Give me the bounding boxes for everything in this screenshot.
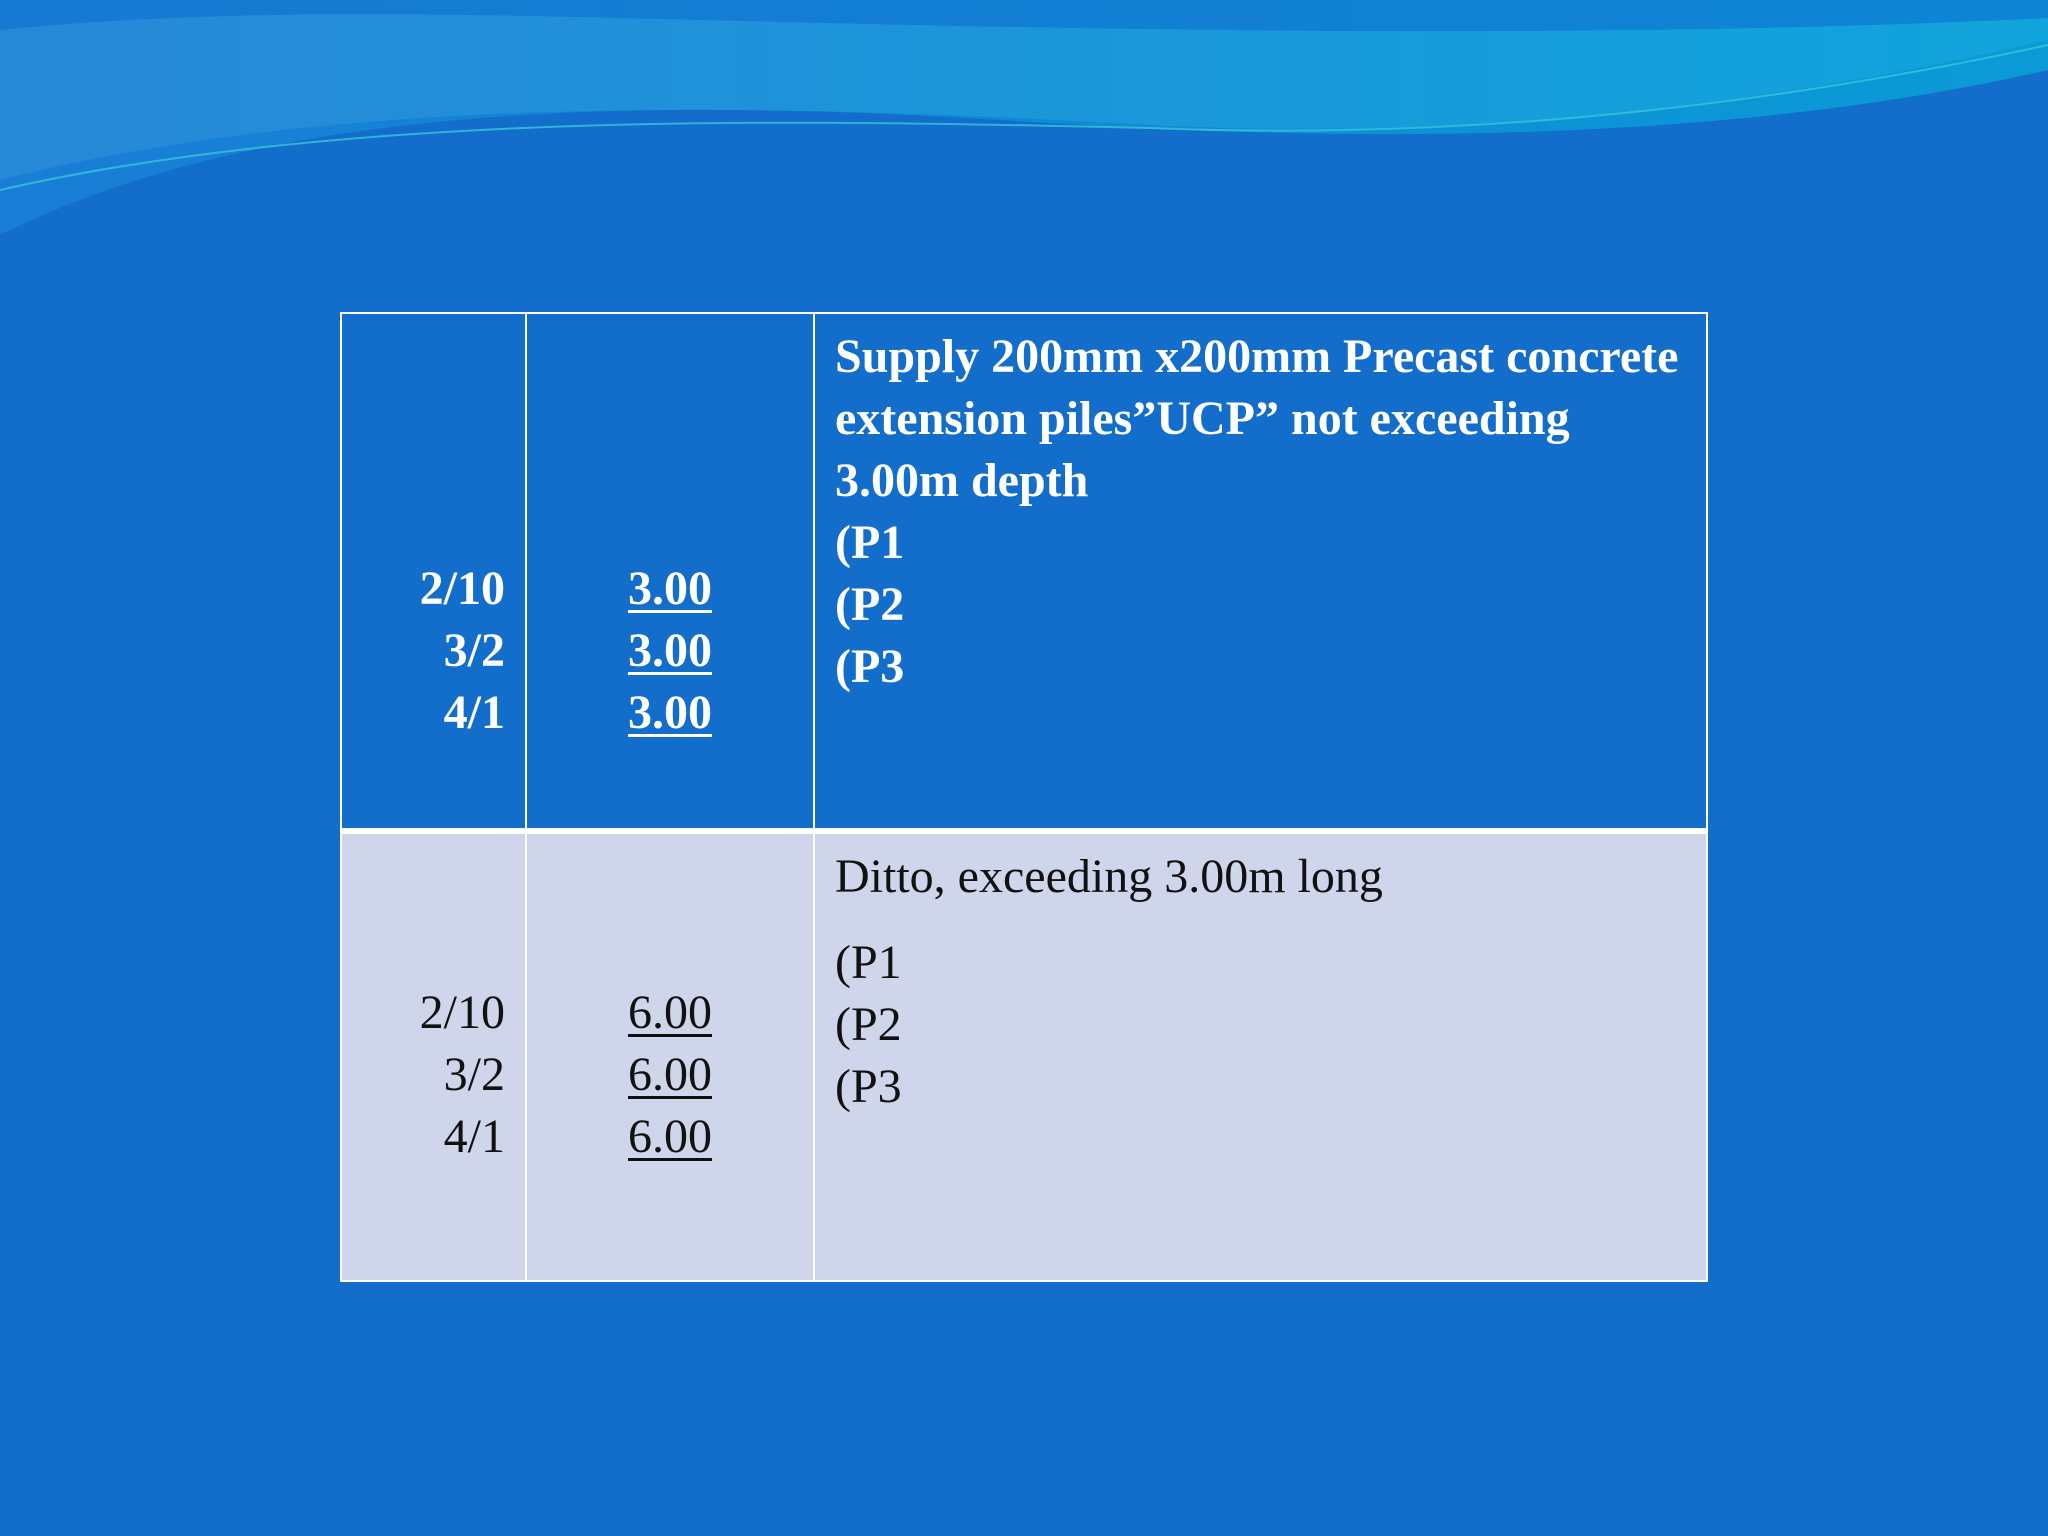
timesing-value: 4/1 [443, 1110, 505, 1163]
bill-of-quantities-table [340, 312, 1708, 1282]
location-label: (P2 [835, 998, 902, 1051]
timesing-value: 4/1 [443, 686, 505, 739]
item-row-extension-piles [341, 313, 1707, 831]
dimension-column [526, 313, 814, 831]
timesing-value: 3/2 [443, 1048, 505, 1101]
description-column [814, 313, 1707, 831]
location-label: (P1 [835, 516, 905, 569]
timesing-value: 3/2 [443, 624, 505, 677]
item-description: Ditto, exceeding 3.00m long [835, 850, 1383, 903]
dimension-value: 6.00 [628, 1048, 712, 1101]
dimension-value: 3.00 [628, 686, 712, 739]
wave-banner [0, 0, 2048, 260]
timesing-column [341, 313, 526, 831]
dimension-value: 6.00 [628, 986, 712, 1039]
item-description: Supply 200mm x200mm Precast concrete extension piles”UCP” not exceeding 3.00m depth [835, 330, 1679, 507]
location-label: (P1 [835, 936, 902, 989]
description-column [814, 831, 1707, 1281]
location-label: (P3 [835, 640, 905, 693]
dimension-value: 6.00 [628, 1110, 712, 1163]
timesing-value: 2/10 [419, 986, 505, 1039]
dimension-value: 3.00 [628, 624, 712, 677]
location-label: (P2 [835, 578, 905, 631]
dimension-value: 3.00 [628, 562, 712, 615]
location-label: (P3 [835, 1060, 902, 1113]
dimension-column [526, 831, 814, 1281]
timesing-value: 2/10 [419, 562, 505, 615]
item-row-ditto-exceeding [341, 831, 1707, 1281]
timesing-column [341, 831, 526, 1281]
